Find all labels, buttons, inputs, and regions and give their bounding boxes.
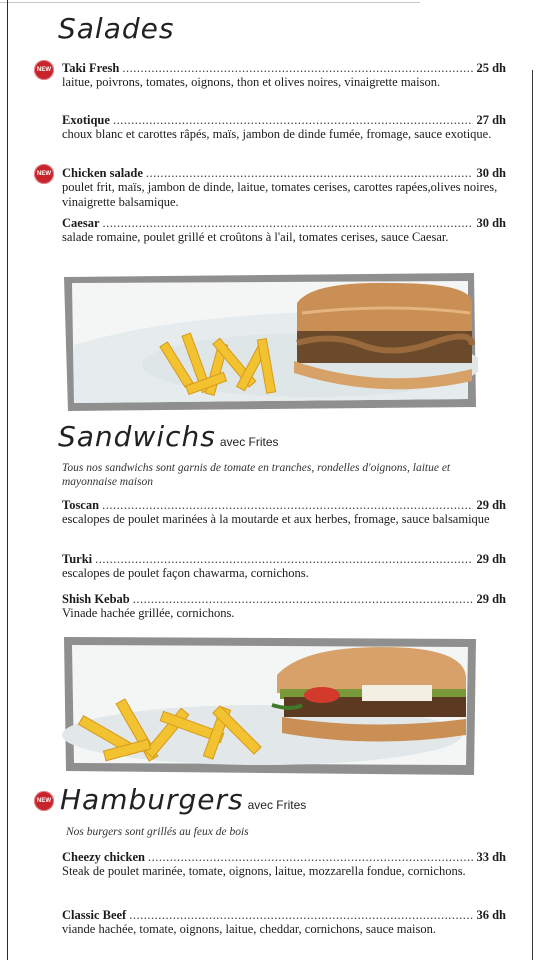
menu-item (62, 552, 506, 581)
item-description: Vinade hachée grillée, cornichons. (62, 606, 235, 621)
item-name: Caesar (62, 216, 100, 230)
menu-item (62, 908, 506, 937)
menu-item (62, 498, 506, 527)
item-description: choux blanc et carottes râpés, maïs, jambon de dinde fumée, fromage, sauce exotique. (62, 127, 492, 142)
new-badge-icon: NEW (34, 791, 54, 811)
section-subtitle: avec Frites (247, 798, 307, 812)
section-title-hamburgers (60, 783, 306, 816)
sandwich-photo (62, 273, 478, 413)
menu-item (62, 166, 506, 209)
leader-dots (113, 113, 474, 127)
leader-dots (148, 850, 473, 864)
section-intro: Nos burgers sont grillés au feux de bois (66, 826, 249, 838)
right-border (532, 70, 533, 960)
burger (272, 647, 466, 742)
leader-dots (133, 592, 474, 606)
item-price: 33 dh (476, 850, 506, 864)
top-rule (0, 2, 420, 3)
item-description: viande hachée, tomate, oignons, laitue, cheddar, cornichons, sauce maison. (62, 922, 437, 937)
item-description: poulet frit, maïs, jambon de dinde, laitue, tomates cerises, carottes rapées,olives noires, vinaigrette balsamique. (62, 180, 498, 209)
section-title-text: Sandwichs (58, 420, 216, 453)
section-title-salades (58, 12, 174, 45)
menu-item (62, 61, 506, 90)
leader-dots (103, 216, 474, 230)
leader-dots (95, 552, 473, 566)
menu-item (62, 216, 506, 245)
item-name: Chicken salade (62, 166, 143, 180)
item-description: Steak de poulet marinée, tomate, oignons, laitue, mozzarella fondue, cornichons. (62, 864, 466, 879)
item-price: 30 dh (476, 166, 506, 180)
item-description: escalopes de poulet marinées à la moutarde et aux herbes, fromage, sauce balsamique (62, 512, 490, 527)
item-name: Classic Beef (62, 908, 127, 922)
section-title-sandwichs (58, 420, 279, 453)
item-price: 29 dh (476, 592, 506, 606)
section-title-text: Hamburgers (60, 783, 244, 816)
leader-dots (129, 908, 473, 922)
section-intro: Tous nos sandwichs sont garnis de tomate en tranches, rondelles d'oignons, laitue et mayonnaise maison (62, 462, 451, 488)
left-border (7, 0, 8, 960)
item-price: 36 dh (476, 908, 506, 922)
item-name: Toscan (62, 498, 100, 512)
item-price: 25 dh (476, 61, 506, 75)
leader-dots (146, 166, 474, 180)
leader-dots (102, 498, 473, 512)
new-badge-icon: NEW (34, 60, 54, 80)
item-description: laitue, poivrons, tomates, oignons, thon et olives noires, vinaigrette maison. (62, 75, 441, 90)
section-subtitle: avec Frites (219, 435, 279, 449)
item-price: 30 dh (476, 216, 506, 230)
item-name: Exotique (62, 113, 110, 127)
menu-item (62, 850, 506, 879)
item-price: 29 dh (476, 498, 506, 512)
item-name: Shish Kebab (62, 592, 130, 606)
menu-item (62, 592, 506, 621)
item-description: escalopes de poulet façon chawarma, cornichons. (62, 566, 309, 581)
menu-item (62, 113, 506, 142)
item-name: Cheezy chicken (62, 850, 145, 864)
section-title-text: Salades (58, 12, 175, 45)
item-description: salade romaine, poulet grillé et croûtons à l'ail, tomates cerises, sauce Caesar. (62, 230, 449, 245)
item-price: 29 dh (476, 552, 506, 566)
item-name: Turki (62, 552, 93, 566)
item-name: Taki Fresh (62, 61, 120, 75)
new-badge-icon: NEW (34, 164, 54, 184)
burger-photo (62, 635, 478, 780)
leader-dots (122, 61, 473, 75)
item-price: 27 dh (476, 113, 506, 127)
